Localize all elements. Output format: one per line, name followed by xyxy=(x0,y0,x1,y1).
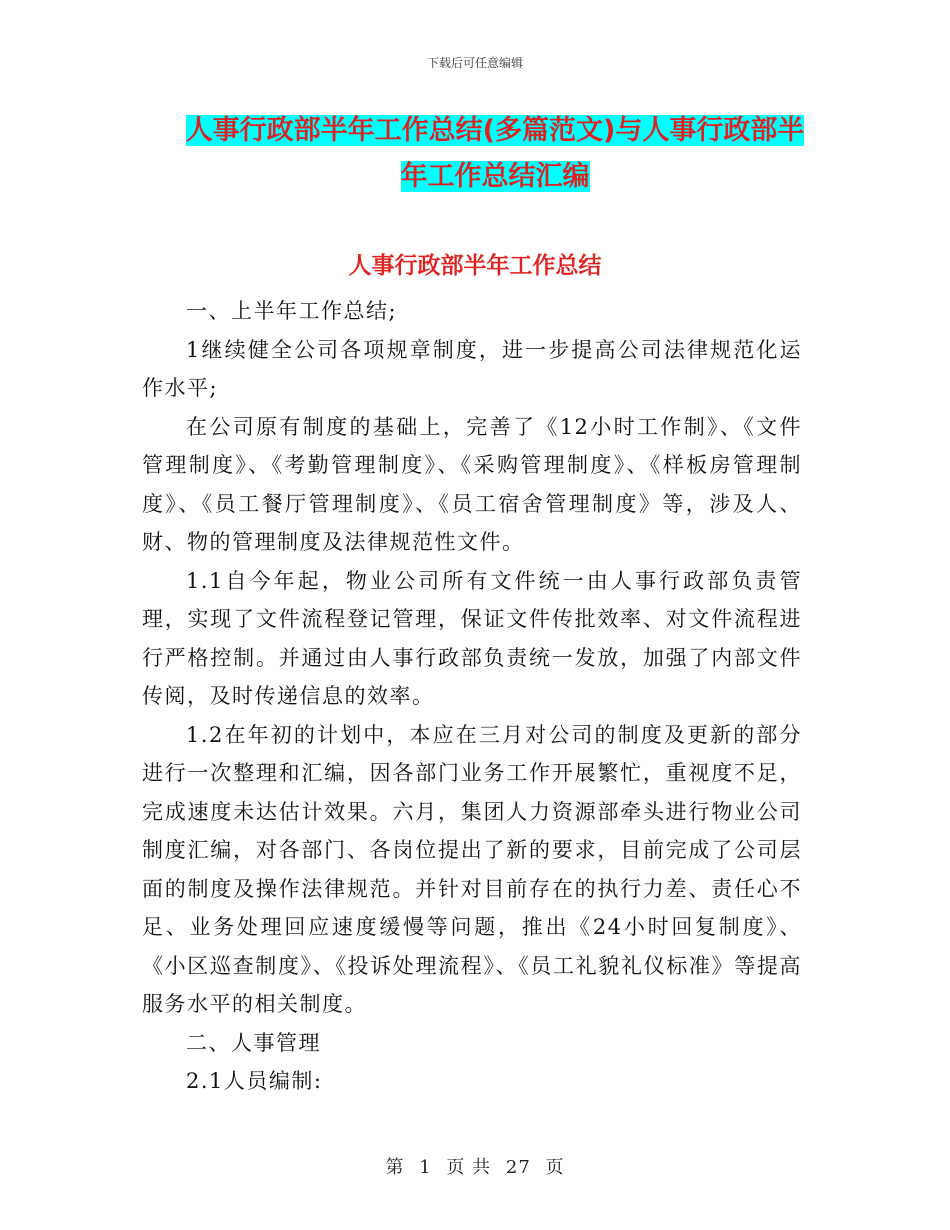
paragraph: 1.2在年初的计划中，本应在三月对公司的制度及更新的部分进行一次整理和汇编，因各部门业务工作开展繁忙，重视度不足，完成速度未达估计效果。六月，集团人力资源部牵头进行物业公司制度汇编，对各部门、各岗位提出了新的要求，目前完成了公司层面的制度及操作法律规范。并针对目前存在的执行力差、责任心不足、业务处理回应速度缓慢等问题，推出《24小时回复制度》、《小区巡查制度》、《投诉处理流程》、《员工礼貌礼仪标准》等提高服务水平的相关制度。 xyxy=(142,722,802,1016)
paragraph: 1继续健全公司各项规章制度，进一步提高公司法律规范化运作水平; xyxy=(142,337,802,400)
document-title-line-2: 年工作总结汇编 xyxy=(400,161,590,192)
paragraph: 2.1人员编制: xyxy=(186,1069,323,1093)
paragraph: 在公司原有制度的基础上，完善了《12小时工作制》、《文件管理制度》、《考勤管理制度》、《采购管理制度》、《样板房管理制度》、《员工餐厅管理制度》、《员工宿舍管理制度》等，涉及人、财、物的管理制度及法律规范性文件。 xyxy=(142,414,802,554)
page-footer xyxy=(0,1153,950,1179)
paragraph: 一、上半年工作总结; xyxy=(186,299,398,323)
footer-page-number: 1 xyxy=(419,1157,432,1178)
footer-suffix: 页 xyxy=(545,1157,565,1178)
paragraph: 1.1自今年起，物业公司所有文件统一由人事行政部负责管理，实现了文件流程登记管理，保证文件传批效率、对文件流程进行严格控制。并通过由人事行政部负责统一发放，加强了内部文件传阅，及时传递信息的效率。 xyxy=(142,568,802,708)
body-text xyxy=(142,292,802,1101)
document-title xyxy=(150,108,840,200)
footer-total-pages: 27 xyxy=(505,1157,531,1178)
footer-prefix: 第 xyxy=(385,1157,405,1178)
section-title: 人事行政部半年工作总结 xyxy=(348,253,602,279)
paragraph: 二、人事管理 xyxy=(186,1030,321,1055)
document-title-line-1: 人事行政部半年工作总结(多篇范文)与人事行政部半 xyxy=(185,115,805,146)
footer-middle: 页 共 xyxy=(446,1157,492,1178)
header-note: 下载后可任意编辑 xyxy=(426,56,523,70)
